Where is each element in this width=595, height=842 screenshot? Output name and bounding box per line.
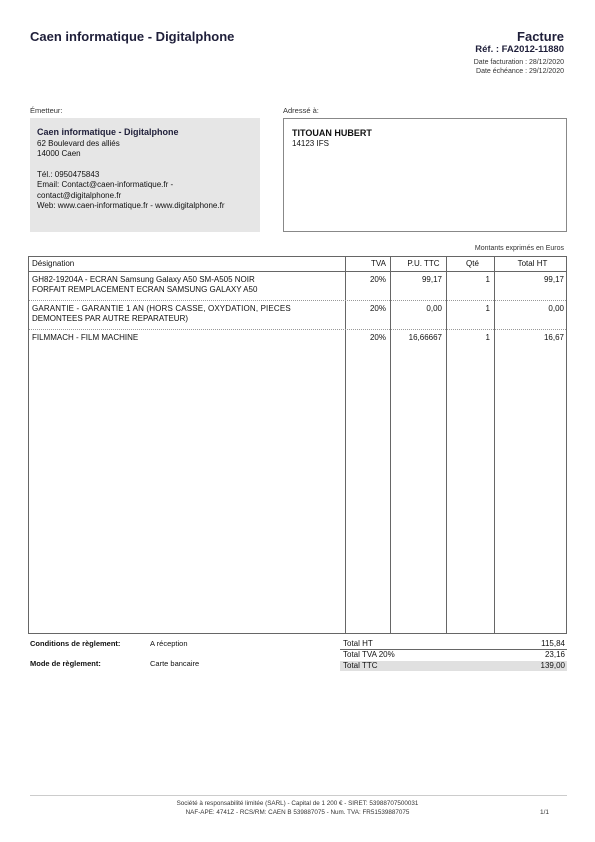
payment-mode-value: Carte bancaire <box>150 659 200 668</box>
sender-name: Caen informatique - Digitalphone <box>37 127 179 137</box>
row-tva: 20% <box>369 304 386 313</box>
header-unit-price: P.U. TTC <box>407 259 440 268</box>
sender-address2: 14000 Caen <box>37 149 81 158</box>
sender-phone: Tél.: 0950475843 <box>37 169 100 179</box>
sender-label: Émetteur: <box>30 106 63 115</box>
row-quantity: 1 <box>485 304 490 313</box>
total-ht-row <box>340 639 567 649</box>
payment-terms-label: Conditions de règlement: <box>30 639 121 648</box>
row-designation-detail: FORFAIT REMPLACEMENT ECRAN SAMSUNG GALAXY A50 <box>32 285 258 294</box>
row-quantity: 1 <box>485 333 490 342</box>
total-tva-row <box>340 650 567 660</box>
page-number: 1/1 <box>539 809 549 816</box>
total-ttc-row <box>340 661 567 671</box>
header-tva: TVA <box>371 259 386 268</box>
invoice-reference: Réf. : FA2012-11880 <box>475 44 564 55</box>
header-quantity: Qté <box>466 259 479 268</box>
sender-email2: contact@digitalphone.fr <box>37 190 122 200</box>
total-tva-value: 23,16 <box>544 650 565 659</box>
row-tva: 20% <box>369 275 386 284</box>
table-row <box>29 301 566 330</box>
due-date: Date échéance : 29/12/2020 <box>476 68 564 75</box>
payment-terms-value: A réception <box>150 639 188 648</box>
row-designation: FILMMACH - FILM MACHINE <box>32 333 139 342</box>
total-ht-value: 115,84 <box>541 639 565 648</box>
footer-legal-line2: NAF-APE: 4741Z - RCS/RM: CAEN B 539887075 - Num. TVA: FR51539887075 <box>185 809 410 816</box>
currency-note: Montants exprimés en Euros <box>474 245 564 252</box>
row-unit-price: 16,66667 <box>408 333 442 342</box>
table-header <box>29 257 566 272</box>
row-quantity: 1 <box>485 275 490 284</box>
row-designation: GARANTIE - GARANTIE 1 AN (HORS CASSE, OXYDATION, PIECES <box>32 304 291 313</box>
row-total: 0,00 <box>548 304 564 313</box>
row-designation-detail: DEMONTEES PAR AUTRE REPARATEUR) <box>32 314 189 323</box>
recipient-name: TITOUAN HUBERT <box>292 128 372 138</box>
row-unit-price: 0,00 <box>426 304 442 313</box>
row-tva: 20% <box>369 333 386 342</box>
total-ht-label: Total HT <box>343 639 373 648</box>
table-row <box>29 272 566 301</box>
sender-box <box>30 118 260 232</box>
total-ttc-value: 139,00 <box>540 661 565 670</box>
sender-address1: 62 Boulevard des alliés <box>37 138 120 148</box>
footer-legal-line1: Société à responsabilité limitée (SARL) - Capital de 1 200 € - SIRET: 53988707500031 <box>176 800 419 807</box>
row-designation: GH82-19204A - ECRAN Samsung Galaxy A50 SM-A505 NOIR <box>32 275 255 284</box>
document-title: Facture <box>517 29 564 44</box>
recipient-address: 14123 IFS <box>292 138 329 148</box>
sender-email1: Email: Contact@caen-informatique.fr - <box>37 180 174 189</box>
sender-web: Web: www.caen-informatique.fr - www.digitalphone.fr <box>37 201 225 210</box>
footer-divider <box>30 795 567 796</box>
table-row <box>29 330 566 346</box>
row-unit-price: 99,17 <box>421 275 442 284</box>
row-total: 16,67 <box>543 333 564 342</box>
company-title: Caen informatique - Digitalphone <box>30 29 235 44</box>
recipient-label: Adressé à: <box>283 106 319 115</box>
header-designation: Désignation <box>32 259 75 268</box>
total-ttc-label: Total TTC <box>343 661 378 670</box>
total-tva-label: Total TVA 20% <box>343 650 395 659</box>
header-total-ht: Total HT <box>517 259 548 268</box>
invoice-date: Date facturation : 28/12/2020 <box>473 59 564 66</box>
items-table <box>28 256 567 634</box>
recipient-box <box>283 118 567 232</box>
row-total: 99,17 <box>543 275 564 284</box>
payment-mode-label: Mode de règlement: <box>30 659 101 668</box>
invoice-dates <box>474 58 564 76</box>
